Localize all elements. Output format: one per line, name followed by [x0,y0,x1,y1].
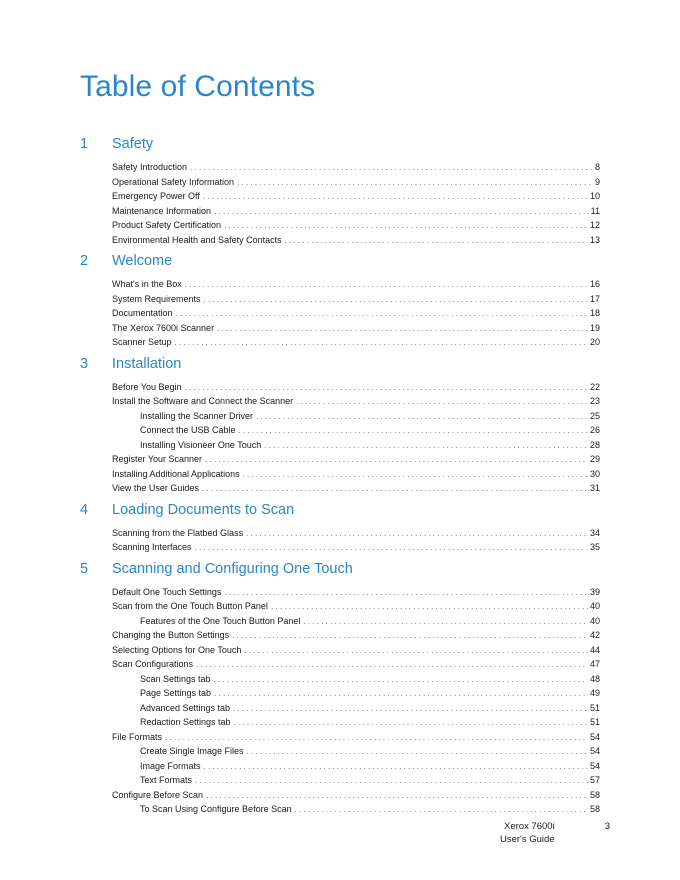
dot-leader [190,161,593,175]
toc-entry-page: 18 [589,308,600,318]
toc-entry[interactable] [112,585,600,600]
dot-leader [295,803,588,817]
dot-leader [202,482,588,496]
dot-leader [185,278,588,292]
toc-entry[interactable] [112,409,600,424]
dot-leader [206,789,588,803]
dot-leader [214,673,588,687]
toc-entry[interactable] [112,686,600,701]
chapter-entries [112,585,600,817]
toc-entry-label: Safety Introduction [112,162,188,172]
toc-entry[interactable] [112,802,600,817]
toc-entry[interactable] [112,657,600,672]
toc-entry[interactable] [112,394,600,409]
toc-entry-page: 28 [589,439,600,450]
toc-entry-page: 44 [589,644,600,655]
toc-entry-page: 48 [589,673,600,684]
dot-leader [196,658,588,672]
chapter-number: 2 [80,253,89,269]
chapter-title: Welcome [112,253,173,269]
dot-leader [232,629,588,643]
toc-entry-label: Register Your Scanner [112,454,203,464]
chapter-heading[interactable] [80,136,600,160]
toc-entry[interactable] [112,643,600,658]
toc-entry[interactable] [112,321,600,336]
toc-entry-label: To Scan Using Configure Before Scan [140,804,292,814]
toc-entry[interactable] [112,599,600,614]
toc-entry-label: Scanning Interfaces [112,542,192,552]
chapter-number: 3 [80,355,89,372]
dot-leader [204,293,588,307]
dot-leader [239,424,588,438]
toc-entry[interactable] [112,160,600,175]
toc-entry[interactable] [112,715,600,730]
dot-leader [234,716,588,730]
dot-leader [224,586,588,600]
toc-entry-page: 29 [589,454,600,464]
toc-entry[interactable] [112,614,600,629]
toc-entry-page: 54 [589,746,600,756]
toc-entry[interactable] [112,204,600,219]
toc-entry-label: Scan Settings tab [140,673,211,684]
footer-guide-name: User's Guide [500,834,555,845]
toc-entry-label: Changing the Button Settings [112,630,230,640]
toc-entry-label: Create Single Image Files [140,746,244,756]
dot-leader [303,615,588,629]
dot-leader [264,439,588,453]
dot-leader [233,702,588,716]
dot-leader [176,307,588,321]
toc-entry[interactable] [112,423,600,438]
toc-entry-label: Redaction Settings tab [140,717,231,727]
toc-entry-label: The Xerox 7600i Scanner [112,322,215,333]
toc-entry-label: Scanner Setup [112,337,172,347]
dot-leader [237,176,593,190]
toc-entry[interactable] [112,233,600,248]
dot-leader [244,644,588,658]
toc-chapter [80,502,600,555]
toc-entry-page: 16 [589,279,600,289]
toc-entry-label: Page Settings tab [140,688,212,698]
toc-chapter [80,356,600,496]
toc-entry-page: 10 [589,191,600,201]
toc-entry[interactable] [112,744,600,759]
toc-entry[interactable] [112,189,600,204]
dot-leader [246,527,588,541]
toc-entry-label: Selecting Options for One Touch [112,644,242,655]
toc-entry-page: 11 [590,205,600,216]
dot-leader [243,468,588,482]
toc-chapter [80,561,600,817]
chapter-title: Installation [112,355,182,372]
dot-leader [195,541,588,555]
toc-entry[interactable] [112,452,600,467]
toc-entry[interactable] [112,788,600,803]
dot-leader [195,774,588,788]
toc-entry-page: 54 [589,731,600,742]
toc-entry[interactable] [112,175,600,190]
toc-entry-label: Install the Software and Connect the Scanner [112,396,294,406]
toc-entry-label: Operational Safety Information [112,176,235,187]
table-of-contents [80,136,600,823]
toc-entry[interactable] [112,701,600,716]
toc-entry[interactable] [112,759,600,774]
toc-entry-page: 23 [589,396,600,406]
toc-entry-label: Scanning from the Flatbed Glass [112,527,244,538]
toc-entry[interactable] [112,438,600,453]
chapter-entries [112,160,600,247]
toc-entry-label: Features of the One Touch Button Panel [140,615,301,626]
toc-entry-page: 8 [594,162,600,172]
chapter-number: 4 [80,501,89,518]
toc-entry-page: 22 [589,381,600,392]
toc-entry-page: 58 [589,804,600,814]
toc-entry[interactable] [112,672,600,687]
chapter-title: Safety [112,136,154,152]
toc-entry[interactable] [112,628,600,643]
toc-entry[interactable] [112,467,600,482]
toc-entry-label: Product Safety Certification [112,220,222,230]
toc-entry-page: 25 [589,410,600,421]
toc-entry-label: Configure Before Scan [112,789,204,800]
toc-entry-label: Text Formats [140,775,193,785]
toc-entry-page: 19 [589,322,600,333]
dot-leader [203,190,588,204]
toc-entry-page: 35 [589,542,600,552]
toc-entry-label: Connect the USB Cable [140,425,236,435]
chapter-number: 5 [80,560,89,577]
toc-entry-label: Environmental Health and Safety Contacts [112,234,282,245]
dot-leader [205,453,588,467]
chapter-heading[interactable] [80,356,600,380]
dot-leader [224,219,588,233]
toc-entry[interactable] [112,481,600,496]
toc-entry-label: Installing the Scanner Driver [140,410,254,421]
dot-leader [185,381,588,395]
chapter-heading[interactable] [80,253,600,277]
dot-leader [296,395,588,409]
toc-entry[interactable] [112,277,600,292]
toc-entry-page: 58 [589,789,600,800]
toc-entry-page: 39 [589,586,600,597]
toc-entry-page: 40 [589,601,600,611]
toc-entry-label: Scan from the One Touch Button Panel [112,601,268,611]
toc-chapter [80,253,600,350]
chapter-entries [112,277,600,350]
toc-entry-label: View the User Guides [112,483,199,493]
footer-product-name: Xerox 7600i [504,821,555,832]
toc-entry[interactable] [112,773,600,788]
toc-entry-page: 12 [589,220,600,230]
chapter-title: Scanning and Configuring One Touch [112,560,353,577]
chapter-heading[interactable] [80,561,600,585]
chapter-entries [112,380,600,496]
toc-entry-page: 47 [589,659,600,669]
toc-entry-label: Emergency Power Off [112,191,200,201]
chapter-number: 1 [80,136,89,152]
toc-entry-label: Scan Configurations [112,659,194,669]
dot-leader [204,760,588,774]
toc-entry[interactable] [112,335,600,350]
toc-entry-page: 57 [589,775,600,785]
toc-entry[interactable] [112,526,600,541]
toc-entry-label: Before You Begin [112,381,182,392]
toc-entry[interactable] [112,380,600,395]
footer-page-number: 3 [604,821,610,832]
toc-entry-page: 34 [589,527,600,538]
page-title: Table of Contents [80,70,316,103]
toc-entry-page: 26 [589,425,600,435]
dot-leader [247,745,588,759]
toc-entry-label: System Requirements [112,293,201,304]
toc-entry-page: 9 [594,176,600,187]
dot-leader [285,234,588,248]
toc-entry-label: Image Formats [140,760,201,771]
toc-entry-label: File Formats [112,731,163,742]
toc-entry-label: Installing Visioneer One Touch [140,439,262,450]
dot-leader [165,731,588,745]
toc-entry[interactable] [112,540,600,555]
toc-entry[interactable] [112,306,600,321]
toc-entry[interactable] [112,730,600,745]
toc-entry-label: Documentation [112,308,173,318]
dot-leader [256,410,588,424]
toc-entry-page: 13 [589,234,600,245]
dot-leader [217,322,588,336]
toc-entry-page: 54 [589,760,600,771]
toc-entry-page: 30 [589,468,600,479]
dot-leader [214,205,589,219]
toc-entry-page: 51 [589,717,600,727]
toc-entry-page: 49 [589,688,600,698]
toc-entry-page: 51 [589,702,600,713]
toc-entry-page: 40 [589,615,600,626]
toc-entry[interactable] [112,292,600,307]
chapter-entries [112,526,600,555]
toc-entry-label: Default One Touch Settings [112,586,222,597]
toc-entry-label: Advanced Settings tab [140,702,231,713]
toc-entry[interactable] [112,218,600,233]
toc-chapter [80,136,600,247]
dot-leader [271,600,588,614]
toc-entry-page: 20 [589,337,600,347]
page-footer [500,820,610,846]
dot-leader [175,336,588,350]
toc-entry-label: Installing Additional Applications [112,468,240,479]
toc-entry-page: 42 [589,630,600,640]
chapter-title: Loading Documents to Scan [112,501,295,518]
toc-entry-label: Maintenance Information [112,205,212,216]
chapter-heading[interactable] [80,502,600,526]
toc-entry-page: 31 [589,483,600,493]
toc-entry-label: What's in the Box [112,279,182,289]
dot-leader [214,687,588,701]
toc-entry-page: 17 [589,293,600,304]
